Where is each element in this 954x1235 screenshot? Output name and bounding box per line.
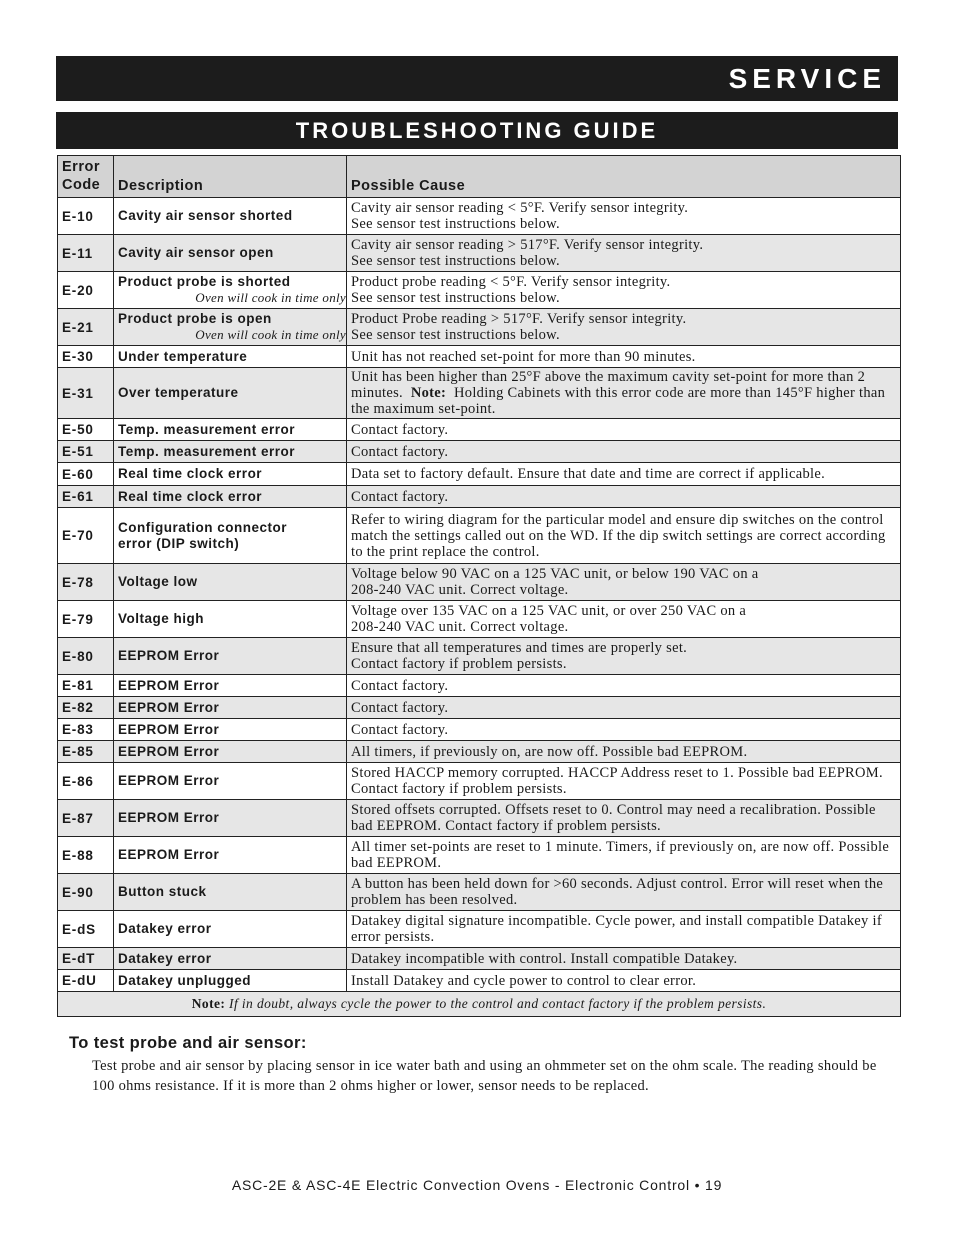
possible-cause: Datakey digital signature incompatible. Cycle power, and install compatible Datakey if error persists. — [347, 911, 901, 948]
section-title: SERVICE — [728, 63, 886, 94]
possible-cause: All timer set-points are reset to 1 minute. Timers, if previously on, are now off. Possible bad EEPROM. — [347, 837, 901, 874]
error-code: E-78 — [58, 564, 114, 601]
cook-time-only-note: Oven will cook in time only — [195, 327, 346, 342]
table-row — [58, 763, 901, 800]
error-description: EEPROM Error — [114, 763, 347, 800]
table-row — [58, 346, 901, 368]
error-code: E-10 — [58, 198, 114, 235]
table-row — [58, 719, 901, 741]
error-code: E-83 — [58, 719, 114, 741]
error-code: E-20 — [58, 272, 114, 309]
possible-cause: Contact factory. — [347, 697, 901, 719]
header-error-code: Error Code — [58, 156, 114, 198]
error-code: E-30 — [58, 346, 114, 368]
error-description: Datakey unplugged — [114, 970, 347, 992]
error-description: EEPROM Error — [114, 800, 347, 837]
table-row — [58, 911, 901, 948]
error-description: EEPROM Error — [114, 719, 347, 741]
possible-cause: Data set to factory default. Ensure that date and time are correct if applicable. — [347, 463, 901, 486]
table-row — [58, 486, 901, 508]
error-description: EEPROM Error — [114, 675, 347, 697]
error-description: Configuration connector error (DIP switch) — [114, 508, 347, 564]
error-description: Real time clock error — [114, 463, 347, 486]
table-row — [58, 368, 901, 419]
cook-time-only-note: Oven will cook in time only — [195, 290, 346, 305]
possible-cause: Cavity air sensor reading > 517°F. Verify sensor integrity. See sensor test instructions below. — [347, 235, 901, 272]
header-description: Description — [114, 156, 347, 198]
table-row — [58, 235, 901, 272]
table-row — [58, 198, 901, 235]
possible-cause: Voltage below 90 VAC on a 125 VAC unit, or below 190 VAC on a 208-240 VAC unit. Correct voltage. — [347, 564, 901, 601]
table-row — [58, 741, 901, 763]
error-code: E-dU — [58, 970, 114, 992]
error-description: EEPROM Error — [114, 741, 347, 763]
error-code: E-88 — [58, 837, 114, 874]
error-code: E-70 — [58, 508, 114, 564]
table-row — [58, 601, 901, 638]
troubleshooting-table — [57, 155, 901, 1017]
possible-cause: Refer to wiring diagram for the particular model and ensure dip switches on the control match the settings called out on the WD. If the dip switch settings are correct according to the print replace the control. — [347, 508, 901, 564]
test-section-body: Test probe and air sensor by placing sensor in ice water bath and using an ohmmeter set on the ohm scale. The reading should be 100 ohms resistance. If it is more than 2 ohms higher or lower, sensor needs to be replaced. — [92, 1058, 877, 1094]
error-code: E-90 — [58, 874, 114, 911]
possible-cause: Contact factory. — [347, 719, 901, 741]
error-description: Product probe is open Oven will cook in time only — [114, 309, 347, 346]
table-row — [58, 800, 901, 837]
table-note — [58, 992, 901, 1017]
possible-cause: Unit has been higher than 25°F above the maximum cavity set-point for more than 2 minutes. Note: Holding Cabinets with this error code are more than 145°F higher than the maximum set-point. — [347, 368, 901, 419]
error-description: Cavity air sensor shorted — [114, 198, 347, 235]
error-code: E-81 — [58, 675, 114, 697]
possible-cause: Stored offsets corrupted. Offsets reset to 0. Control may need a recalibration. Possible bad EEPROM. Contact factory if problem persists. — [347, 800, 901, 837]
error-code: E-60 — [58, 463, 114, 486]
error-description: Datakey error — [114, 948, 347, 970]
table-row — [58, 463, 901, 486]
possible-cause: Datakey incompatible with control. Install compatible Datakey. — [347, 948, 901, 970]
error-code: E-79 — [58, 601, 114, 638]
possible-cause: Stored HACCP memory corrupted. HACCP Address reset to 1. Possible bad EEPROM. Contact factory if problem persists. — [347, 763, 901, 800]
possible-cause: A button has been held down for >60 seconds. Adjust control. Error will reset when the problem has been resolved. — [347, 874, 901, 911]
possible-cause: Install Datakey and cycle power to control to clear error. — [347, 970, 901, 992]
error-description: EEPROM Error — [114, 697, 347, 719]
table-row — [58, 441, 901, 463]
table-header-row — [58, 156, 901, 198]
error-code: E-82 — [58, 697, 114, 719]
error-code: E-85 — [58, 741, 114, 763]
table-row — [58, 675, 901, 697]
table-row — [58, 419, 901, 441]
possible-cause: Contact factory. — [347, 486, 901, 508]
error-description: Datakey error — [114, 911, 347, 948]
error-code: E-86 — [58, 763, 114, 800]
error-code: E-51 — [58, 441, 114, 463]
possible-cause: Product probe reading < 5°F. Verify sensor integrity. See sensor test instructions below. — [347, 272, 901, 309]
table-row — [58, 508, 901, 564]
error-description: Over temperature — [114, 368, 347, 419]
table-note-row — [58, 992, 901, 1017]
possible-cause: Unit has not reached set-point for more than 90 minutes. — [347, 346, 901, 368]
error-description: Temp. measurement error — [114, 441, 347, 463]
error-code: E-dT — [58, 948, 114, 970]
error-description: EEPROM Error — [114, 837, 347, 874]
page-footer: ASC-2E & ASC-4E Electric Convection Ovens - Electronic Control • 19 — [231, 1177, 723, 1193]
error-description: Temp. measurement error — [114, 419, 347, 441]
table-row — [58, 638, 901, 675]
possible-cause: Cavity air sensor reading < 5°F. Verify sensor integrity. See sensor test instructions below. — [347, 198, 901, 235]
error-code: E-dS — [58, 911, 114, 948]
table-note-label: Note: — [191, 996, 226, 1011]
note-label: Note: — [410, 385, 447, 401]
error-description: Button stuck — [114, 874, 347, 911]
guide-title-banner — [56, 112, 898, 149]
table-row — [58, 697, 901, 719]
table-row — [58, 837, 901, 874]
error-description: Real time clock error — [114, 486, 347, 508]
possible-cause: Ensure that all temperatures and times are properly set. Contact factory if problem persists. — [347, 638, 901, 675]
table-row — [58, 272, 901, 309]
table-row — [58, 874, 901, 911]
error-code: E-11 — [58, 235, 114, 272]
error-description: Under temperature — [114, 346, 347, 368]
error-code: E-31 — [58, 368, 114, 419]
error-description: Cavity air sensor open — [114, 235, 347, 272]
error-code: E-50 — [58, 419, 114, 441]
error-description: Voltage low — [114, 564, 347, 601]
test-section-title: To test probe and air sensor: — [69, 1034, 307, 1052]
possible-cause: Voltage over 135 VAC on a 125 VAC unit, or over 250 VAC on a 208-240 VAC unit. Correct voltage. — [347, 601, 901, 638]
table-row — [58, 309, 901, 346]
error-code: E-87 — [58, 800, 114, 837]
error-description: Product probe is shorted Oven will cook in time only — [114, 272, 347, 309]
error-description: EEPROM Error — [114, 638, 347, 675]
error-description: Voltage high — [114, 601, 347, 638]
table-row — [58, 564, 901, 601]
table-row — [58, 948, 901, 970]
error-code: E-21 — [58, 309, 114, 346]
possible-cause: Contact factory. — [347, 419, 901, 441]
header-possible-cause: Possible Cause — [347, 156, 901, 198]
possible-cause: All timers, if previously on, are now off. Possible bad EEPROM. — [347, 741, 901, 763]
error-code: E-61 — [58, 486, 114, 508]
table-note-text: If in doubt, always cycle the power to the control and contact factory if the problem persists. — [229, 996, 767, 1011]
possible-cause: Product Probe reading > 517°F. Verify sensor integrity. See sensor test instructions below. — [347, 309, 901, 346]
error-code: E-80 — [58, 638, 114, 675]
table-row — [58, 970, 901, 992]
guide-title: TROUBLESHOOTING GUIDE — [295, 118, 659, 143]
possible-cause: Contact factory. — [347, 441, 901, 463]
section-title-banner — [56, 56, 898, 101]
possible-cause: Contact factory. — [347, 675, 901, 697]
